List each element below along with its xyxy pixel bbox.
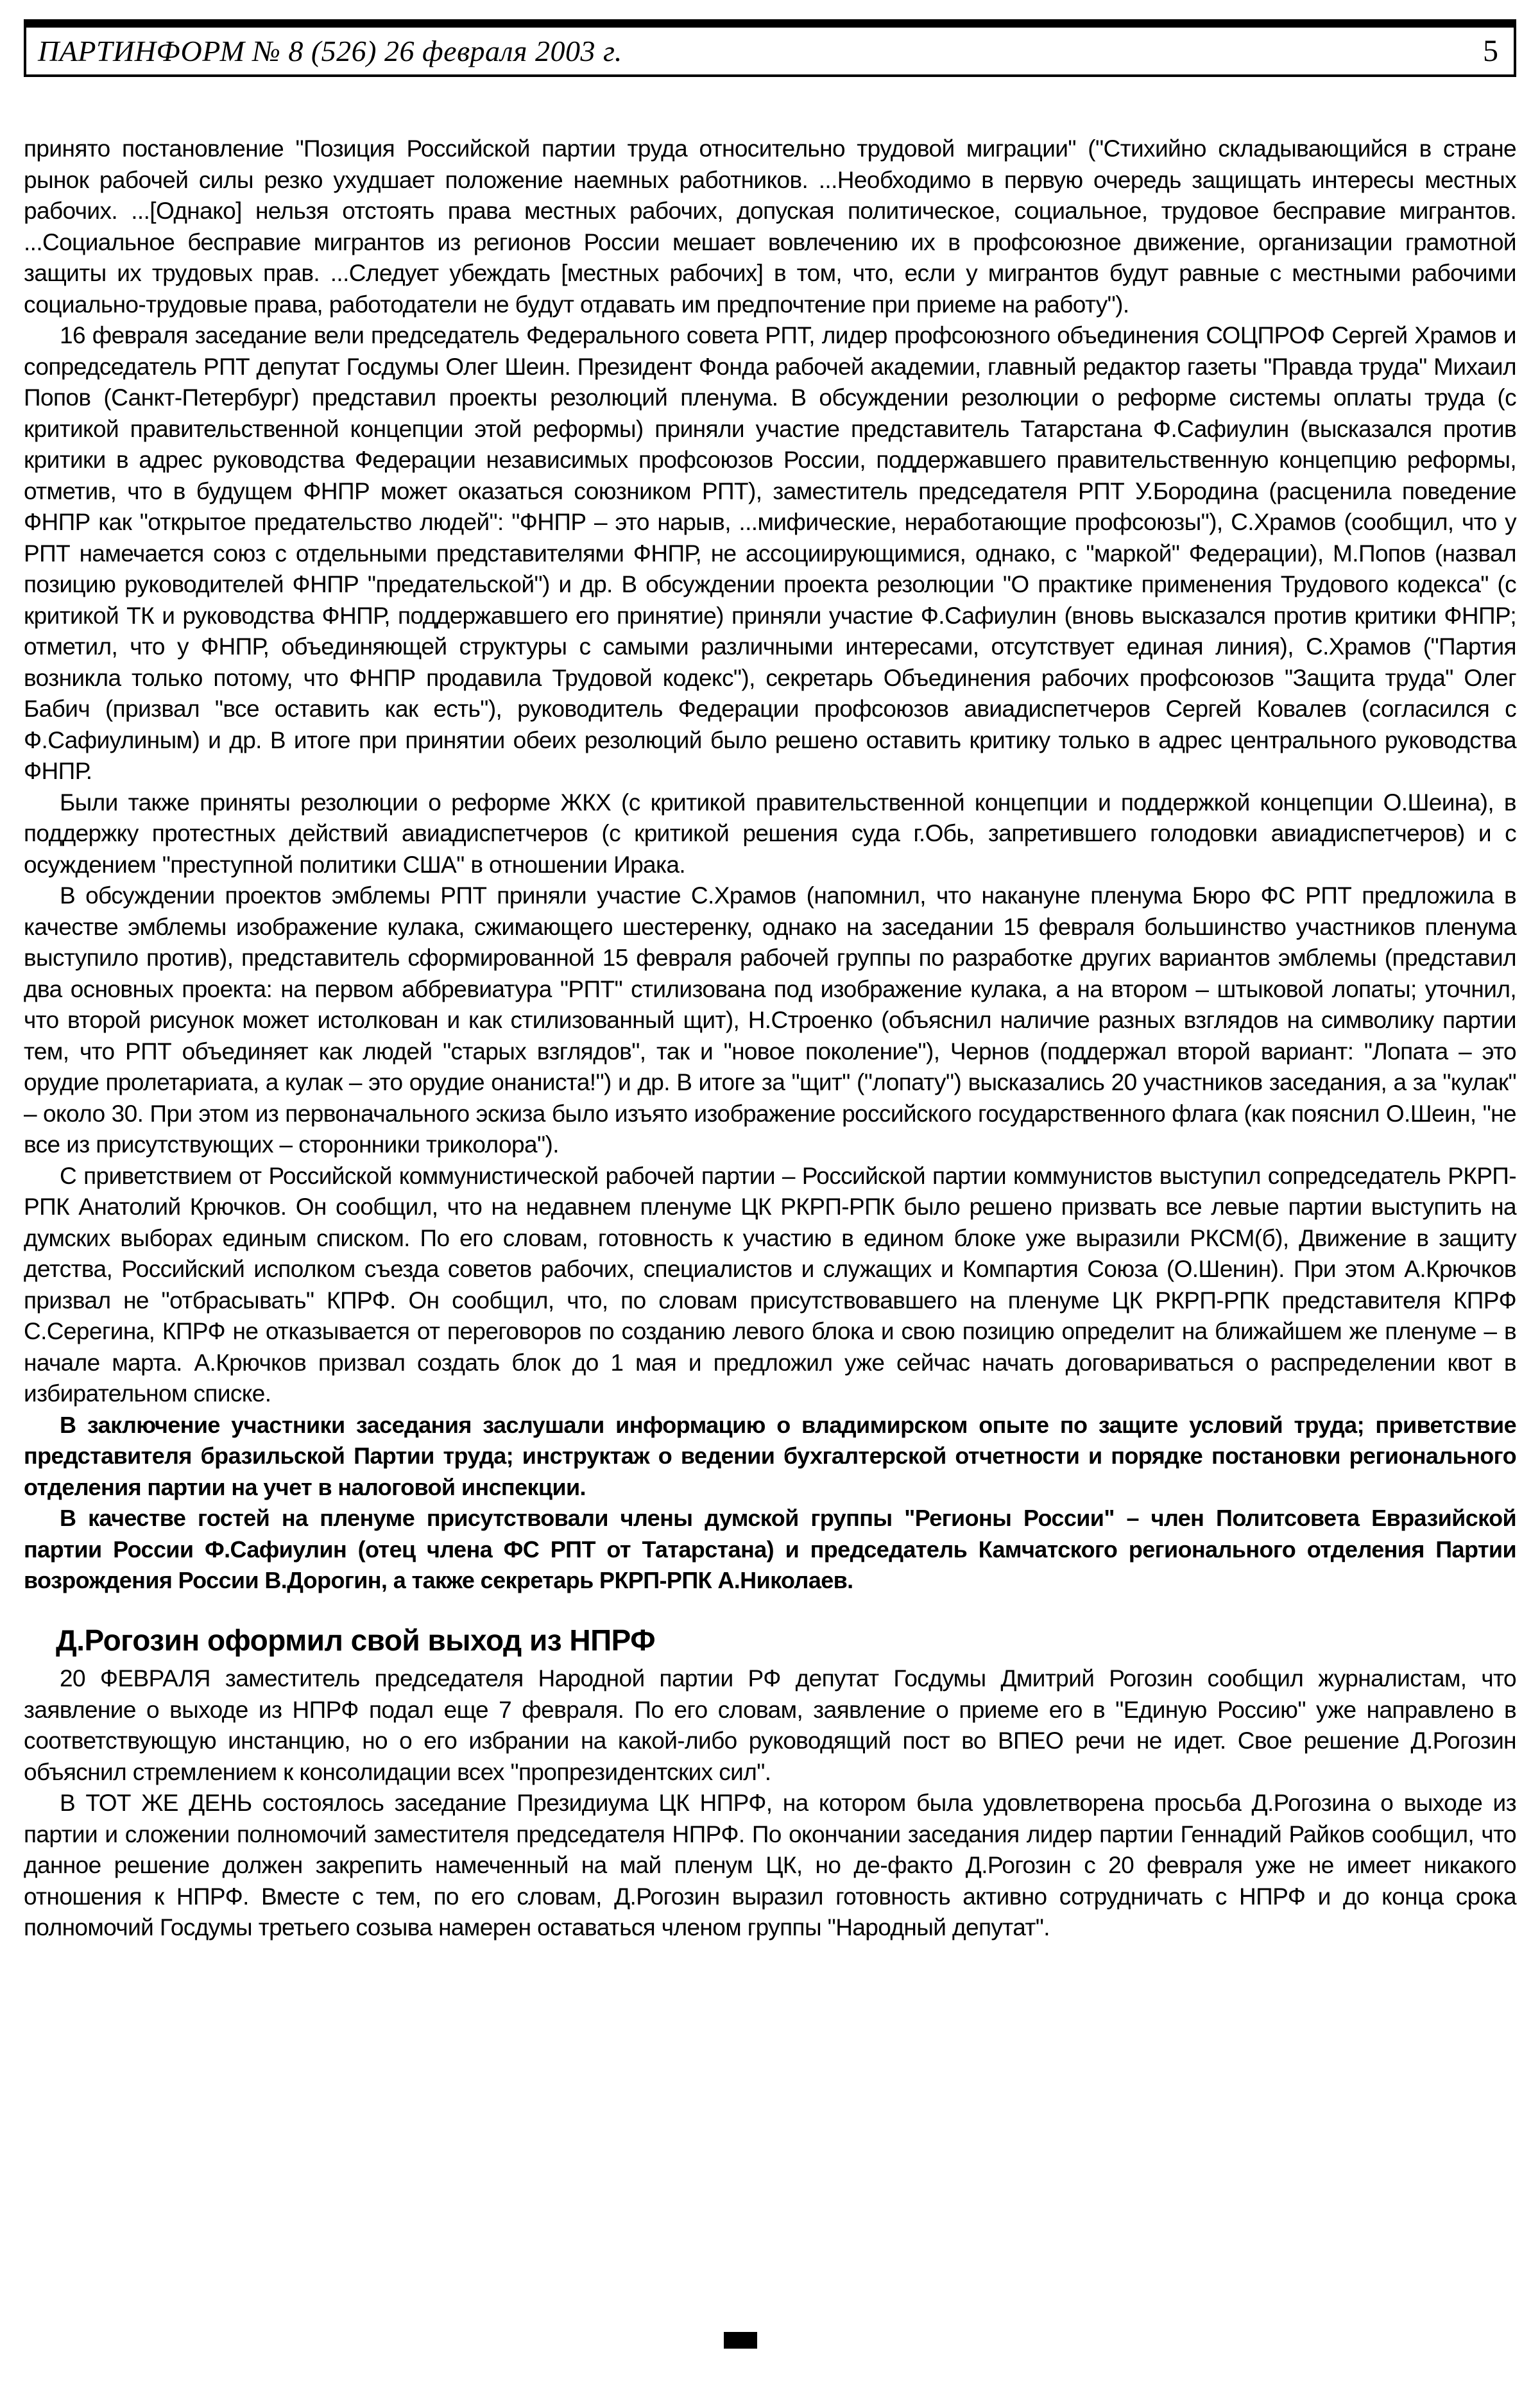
paragraph: В ТОТ ЖЕ ДЕНЬ состоялось заседание Президиума ЦК НПРФ, на котором была удовлетворена просьба Д.Рогозина о выходе из партии и сложении полномочий заместителя председателя НПРФ. По окончании заседания лидер партии Геннадий Райков сообщил, что данное решение должен закрепить намеченный на май пленум ЦК, но де-факто Д.Рогозин с 20 февраля уже не имеет никакого отношения к НПРФ. Вместе с тем, по его словам, Д.Рогозин выразил готовность активно сотрудничать с НПРФ и до конца срока полномочий Госдумы третьего созыва намерен оставаться членом группы "Народный депутат".	[24, 1790, 1516, 1941]
bold-summary-paragraph: В качестве гостей на пленуме присутствовали члены думской группы "Регионы России" – член Политсовета Евразийской партии России Ф.Сафиулин (отец члена ФС РПТ от Татарстана) и председатель Камчатского регионального отделения Партии возрождения России В.Дорогин, а также секретарь РКРП-РПК А.Николаев.	[24, 1505, 1516, 1593]
newsletter-title: ПАРТИНФОРМ № 8 (526) 26 февраля 2003 г.	[38, 35, 622, 67]
paragraph: С приветствием от Российской коммунистической рабочей партии – Российской партии коммунистов выступил сопредседатель РКРП-РПК Анатолий Крючков. Он сообщил, что на недавнем пленуме ЦК РКРП-РПК было решено призвать все левые партии выступить на думских выборах единым списком. По его словам, готовность к участию в едином блоке уже выразили РКСМ(б), Движение в защиту детства, Российский исполком съезда советов рабочих, специалистов и служащих и Компартия Союза (О.Шенин). При этом А.Крючков призвал не "отбрасывать" КПРФ. Он сообщил, что, по словам присутствовавшего на пленуме ЦК РКРП-РПК представителя КПРФ С.Серегина, КПРФ не отказывается от переговоров по созданию левого блока и свою позицию определит на ближайшем же пленуме – в начале марта. А.Крючков призвал создать блок до 1 мая и предложил уже сейчас начать договариваться о распределении квот в избирательном списке.	[24, 1162, 1516, 1407]
page-content	[24, 19, 1516, 1944]
section-heading: Д.Рогозин оформил свой выход из НПРФ	[56, 1623, 656, 1657]
paragraph: Были также приняты резолюции о реформе ЖКХ (с критикой правительственной концепции и поддержкой концепции О.Шеина), в поддержку протестных действий авиадиспетчеров (с критикой решения суда г.Обь, запретившего голодовки авиадиспетчеров) и с осуждением "преступной политики США" в отношении Ирака.	[24, 789, 1516, 878]
paragraph: 20 ФЕВРАЛЯ заместитель председателя Народной партии РФ депутат Госдумы Дмитрий Рогозин сообщил журналистам, что заявление о выходе из НПРФ подал еще 7 февраля. По его словам, заявление о приеме его в "Единую Россию" уже направлено в соответствующую инстанцию, но о его избрании на какой-либо руководящий пост во ВПЕО речи не идет. Свое решение Д.Рогозин объяснил стремлением к консолидации всех "пропрезидентских сил".	[24, 1665, 1516, 1785]
paragraph-continuation: принято постановление "Позиция Российской партии труда относительно трудовой миграции" ("Стихийно складывающийся в стране рынок рабочей силы резко ухудшает положение наемных работников. ...Необходимо в первую очередь защищать интересы местных рабочих. ...[Однако] нельзя отстоять права местных рабочих, допуская политическое, социальное, трудовое бесправие мигрантов. ...Социальное бесправие мигрантов из регионов России мешает вовлечению их в профсоюзное движение, организации грамотной защиты их трудовых прав. ...Следует убеждать [местных рабочих] в том, что, если у мигрантов будут равные с местными рабочими социально-трудовые права, работодатели не будут отдавать им предпочтение при приеме на работу").	[24, 135, 1516, 318]
paragraph: В обсуждении проектов эмблемы РПТ приняли участие С.Храмов (напомнил, что накануне пленума Бюро ФС РПТ предложила в качестве эмблемы изображение кулака, сжимающего шестеренку, однако на заседании 15 февраля большинство участников пленума выступило против), представитель сформированной 15 февраля рабочей группы по разработке других вариантов эмблемы (представил два основных проекта: на первом аббревиатура "РПТ" стилизована под изображение кулака, а на втором – штыковой лопаты; уточнил, что второй рисунок может истолкован и как стилизованный щит), Н.Строенко (объяснил наличие разных взглядов на символику партии тем, что РПТ объединяет как людей "старых взглядов", так и "новое поколение"), Чернов (поддержал второй вариант: "Лопата – это орудие пролетариата, а кулак – это орудие онаниста!") и др. В итоге за "щит" ("лопату") высказались 20 участников заседания, а за "кулак" – около 30. При этом из первоначального эскиза было изъято изображение российского государственного флага (как пояснил О.Шеин, "не все из присутствующих – сторонники триколора").	[24, 882, 1516, 1158]
page-number: 5	[1483, 34, 1498, 68]
paragraph: 16 февраля заседание вели председатель Федерального совета РПТ, лидер профсоюзного объединения СОЦПРОФ Сергей Храмов и сопредседатель РПТ депутат Госдумы Олег Шеин. Президент Фонда рабочей академии, главный редактор газеты "Правда труда" Михаил Попов (Санкт-Петербург) представил проекты резолюций пленума. В обсуждении резолюции о реформе системы оплаты труда (с критикой правительственной концепции этой реформы) приняли участие представитель Татарстана Ф.Сафиулин (высказался против критики в адрес руководства Федерации независимых профсоюзов России, поддержавшего правительственную концепцию реформы, отметив, что в будущем ФНПР может оказаться союзником РПТ), заместитель председателя РПТ У.Бородина (расценила поведение ФНПР как "открытое предательство людей": "ФНПР – это нарыв, ...мифические, неработающие профсоюзы"), С.Храмов (сообщил, что у РПТ намечается союз с отдельными представителями ФНПР, не ассоциирующимися, однако, с "маркой" Федерации), М.Попов (назвал позицию руководителей ФНПР "предательской") и др. В обсуждении проекта резолюции "О практике применения Трудового кодекса" (с критикой ТК и руководства ФНПР, поддержавшего его принятие) приняли участие Ф.Сафиулин (вновь высказался против критики ФНПР; отметил, что у ФНПР, объединяющей структуры с самыми различными интересами, отсутствует единая линия), С.Храмов ("Партия возникла только потому, что ФНПР продавила Трудовой кодекс"), секретарь Объединения рабочих профсоюзов "Защита труда" Олег Бабич (призвал "все оставить как есть"), руководитель Федерации профсоюзов авиадиспетчеров Сергей Ковалев (согласился с Ф.Сафиулиным) и др. В итоге при принятии обеих резолюций было решено оставить критику только в адрес центрального руководства ФНПР.	[24, 322, 1516, 784]
article-body	[24, 133, 1516, 1944]
bold-summary-paragraph: В заключение участники заседания заслушали информацию о владимирском опыте по защите условий труда; приветствие представителя бразильской Партии труда; инструктаж о ведении бухгалтерской отчетности и порядке постановки регионального отделения партии на учет в налоговой инспекции.	[24, 1411, 1516, 1500]
end-of-page-marker-icon	[724, 2332, 757, 2349]
page-header	[24, 19, 1516, 77]
